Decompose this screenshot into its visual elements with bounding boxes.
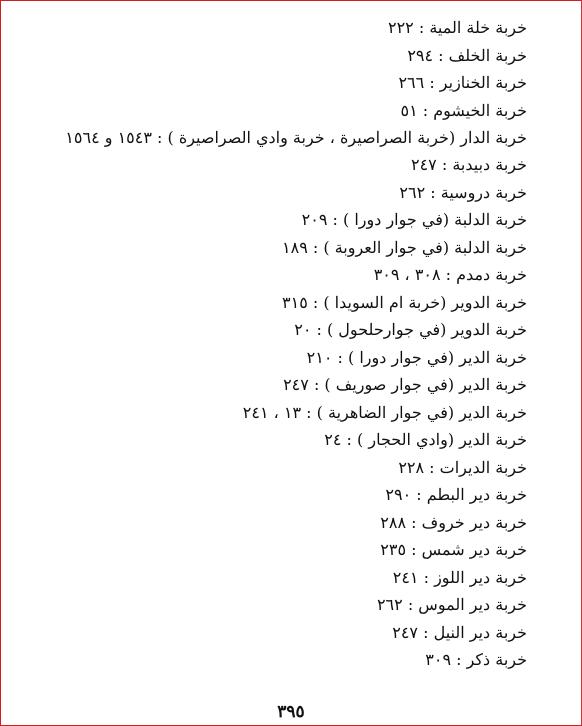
index-entry: خربة الدير (في جوار الضاهرية ) : ١٣ ، ٢٤١ [242, 402, 527, 422]
index-entry: خربة الدوير (خربة ام السويدا ) : ٣١٥ [282, 292, 527, 312]
index-entry: خربة الدلبة (في جوار العروبة ) : ١٨٩ [282, 237, 527, 257]
index-entry: خربة الدير (في جوار صوريف ) : ٢٤٧ [283, 375, 527, 394]
index-entry: خربة الدوير (في جوارحلحول ) : ٢٠ [294, 320, 527, 339]
index-entry: خربة الدار (خربة الصراصيرة ، خربة وادي الصراصيرة ) : ١٥٤٣ و ١٥٦٤ [65, 128, 527, 147]
index-entry: خربة دروسية : ٢٦٢ [399, 182, 527, 202]
page-number: ٣٩٥ [277, 702, 305, 722]
index-entry: خربة دير النيل : ٢٤٧ [392, 622, 527, 642]
index-entry: خربة الخلف : ٢٩٤ [407, 45, 527, 65]
index-entry: خربة خلة المية : ٢٢٢ [387, 18, 527, 37]
index-entry: خربة دير الموس : ٢٦٢ [376, 595, 527, 614]
index-entry: خربة الخيشوم : ٥١ [400, 100, 527, 120]
index-entry: خربة دير البطم : ٢٩٠ [385, 485, 527, 504]
index-entry: خربة دبيدبة : ٢٤٧ [410, 155, 527, 174]
index-entry: خربة دير اللوز : ٢٤١ [392, 567, 527, 587]
index-entry: خربة الخنازير : ٢٦٦ [398, 73, 527, 92]
index-entry: خربة الدلبة (في جوار دورا ) : ٢٠٩ [301, 210, 527, 229]
index-entry: خربة دير شمس : ٢٣٥ [380, 540, 527, 559]
index-entry: خربة ذكر : ٣٠٩ [425, 650, 527, 669]
index-entry: خربة الدير (في جوار دورا ) : ٢١٠ [306, 347, 527, 367]
index-entry: خربة دمدم : ٣٠٨ ، ٣٠٩ [373, 265, 527, 284]
index-entry: خربة دير خروف : ٢٨٨ [380, 512, 527, 532]
index-entry: خربة الدير (وادي الحجار ) : ٢٤ [324, 430, 527, 449]
index-entry-list [47, 14, 527, 674]
index-entry: خربة الديرات : ٢٢٨ [398, 457, 527, 477]
